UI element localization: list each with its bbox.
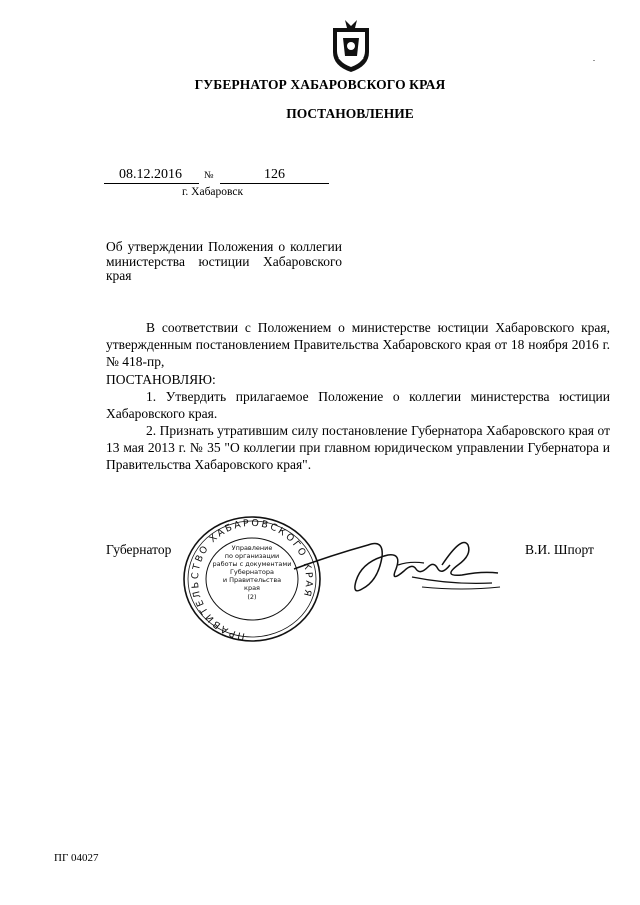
scan-artifact-dot xyxy=(593,60,595,61)
ruling-word: ПОСТАНОВЛЯЮ: xyxy=(106,372,216,387)
number-underline xyxy=(220,183,329,184)
item-2-paragraph: 2. Признать утратившим силу постановление Губернатора Хабаровского края от 13 мая 2013 г. № 35 "О коллегии при главном юридическом управлении Губернатора и Правительства Хабаровского края". xyxy=(106,423,610,472)
coat-of-arms-emblem xyxy=(329,18,373,74)
date-underline xyxy=(104,183,199,184)
document-subject: Об утверждении Положения о коллегии министерства юстиции Хабаровского края xyxy=(106,239,342,283)
document-number: 126 xyxy=(264,167,285,182)
seal-inner-line: по организации xyxy=(224,552,280,560)
seal-inner-line: края xyxy=(244,584,260,592)
item-1-paragraph: 1. Утвердить прилагаемое Положение о коллегии министерства юстиции Хабаровского края. xyxy=(106,389,610,421)
document-date: 08.12.2016 xyxy=(119,167,182,182)
signatory-title: Губернатор xyxy=(106,542,172,557)
signatory-name: В.И. Шпорт xyxy=(525,542,594,557)
form-code: ПГ 04027 xyxy=(54,852,99,864)
seal-inner-line: (2) xyxy=(247,593,257,601)
seal-inner-line: Губернатора xyxy=(229,568,275,576)
svg-text:ПРАВИТЕЛЬСТВО ХАБАРОВСКОГО КРА: ПРАВИТЕЛЬСТВО ХАБАРОВСКОГО КРАЯ xyxy=(189,517,315,642)
seal-inner-line: и Правительства xyxy=(222,576,282,584)
preamble-paragraph: В соответствии с Положением о министерстве юстиции Хабаровского края, утвержденным постановлением Правительства Хабаровского края от 18 ноября 2016 г. № 418-пр, xyxy=(106,320,610,369)
issuing-authority: ГУБЕРНАТОР ХАБАРОВСКОГО КРАЯ xyxy=(194,77,446,92)
issue-city: г. Хабаровск xyxy=(182,186,244,198)
handwritten-signature xyxy=(292,525,502,603)
document-type: ПОСТАНОВЛЕНИЕ xyxy=(286,106,414,121)
number-sign: № xyxy=(204,170,214,181)
seal-inner-line: работы с документами xyxy=(212,560,292,568)
seal-inner-line: Управление xyxy=(231,544,273,552)
